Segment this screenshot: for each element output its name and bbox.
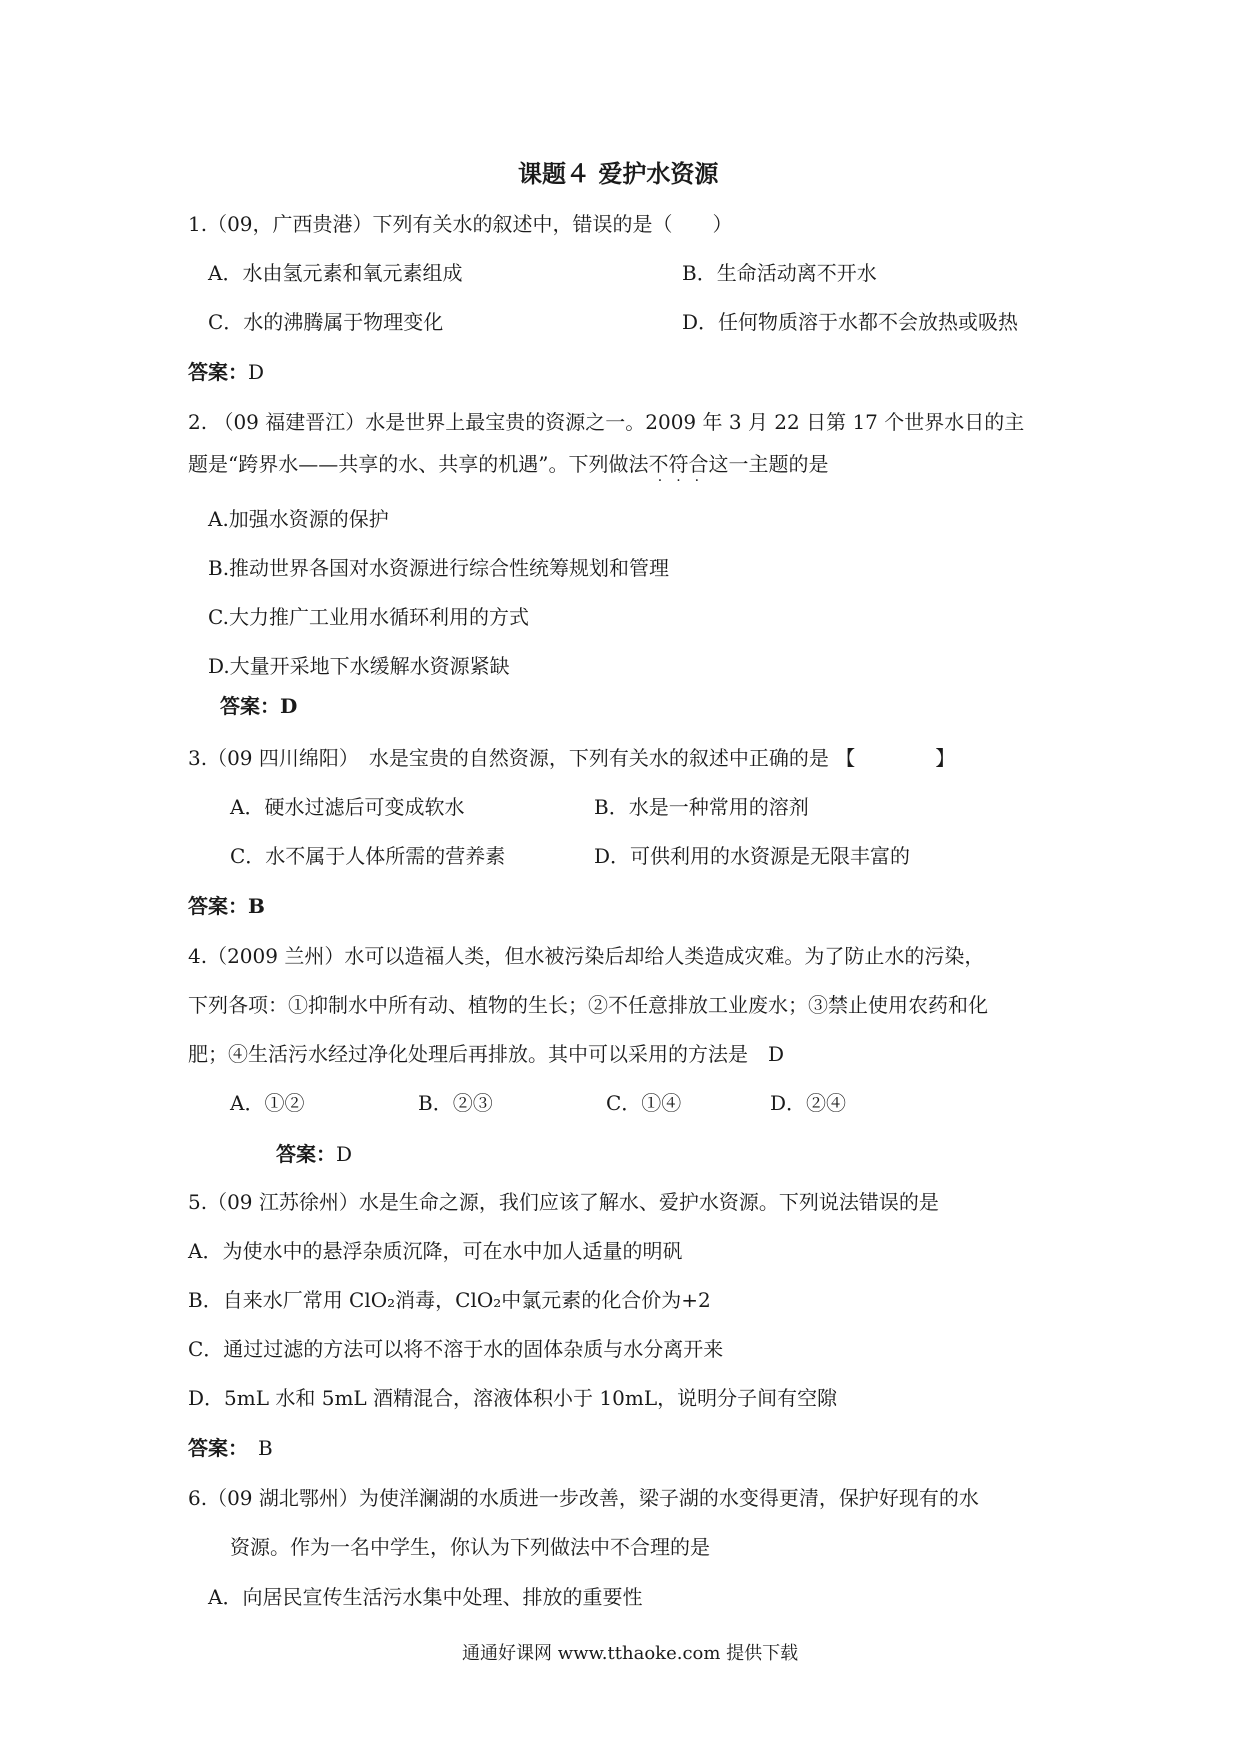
q2-option-c: C.大力推广工业用水循环利用的方式 [208,605,529,629]
q5-answer [188,1434,273,1462]
q2-emphasis-text: 不符合 [648,452,709,476]
page-title: 课题４ 爱护水资源 [518,159,719,188]
q3-answer-label: 答案： [188,894,248,918]
q1-option-d: D．任何物质溶于水都不会放热或吸热 [682,310,1019,334]
q2-emphasis [648,452,709,489]
q4-option-b: B．②③ [418,1091,493,1115]
q5-option-c: C．通过过滤的方法可以将不溶于水的固体杂质与水分离开来 [188,1337,724,1361]
q4-stem-line2: 下列各项：①抑制水中所有动、植物的生长；②不任意排放工业废水；③禁止使用农药和化 [188,993,988,1017]
q4-stem-line1: 4.（2009 兰州）水可以造福人类，但水被污染后却给人类造成灾难。为了防止水的污染， [188,944,985,968]
q2-answer-value: D [280,694,298,718]
q4-option-d: D．②④ [770,1091,847,1115]
q1-option-b: B．生命活动离不开水 [682,261,877,285]
q1-answer-label: 答案： [188,360,248,384]
q3-option-c: C．水不属于人体所需的营养素 [230,844,506,868]
q3-option-b: B．水是一种常用的溶剂 [594,795,809,819]
q1-answer [188,358,264,386]
page-footer: 通通好课网 www.tthaoke.com 提供下载 [462,1643,799,1664]
q3-option-a: A．硬水过滤后可变成软水 [230,795,465,819]
q3-stem: 3.（09 四川绵阳） 水是宝贵的自然资源，下列有关水的叙述中正确的是 【 】 [188,746,956,770]
q6-stem-line1: 6.（09 湖北鄂州）为使洋澜湖的水质进一步改善，梁子湖的水变得更清，保护好现有的水 [188,1486,979,1510]
q5-answer-label: 答案： [188,1436,238,1460]
q2-stem-line2-a: 题是“跨界水——共享的水、共享的机遇”。下列做法 [188,452,649,476]
q4-answer-value: D [336,1142,353,1166]
q4-answer [276,1140,352,1168]
q2-stem-line1: 2. （09 福建晋江）水是世界上最宝贵的资源之一。2009 年 3 月 22 日第 17 个世界水日的主 [188,410,1025,434]
q3-answer [188,892,265,920]
q1-option-a: A．水由氢元素和氧元素组成 [208,261,463,285]
q1-answer-value: D [248,360,265,384]
q3-answer-value: B [248,894,265,918]
q2-answer [220,692,297,720]
q2-option-d: D.大量开采地下水缓解水资源紧缺 [208,654,510,678]
q5-option-d: D．5mL 水和 5mL 酒精混合，溶液体积小于 10mL，说明分子间有空隙 [188,1386,838,1410]
q1-stem: 1.（09，广西贵港）下列有关水的叙述中，错误的是（ ） [188,212,733,236]
q6-stem-line2: 资源。作为一名中学生，你认为下列做法中不合理的是 [230,1535,710,1559]
q4-answer-label: 答案： [276,1142,336,1166]
q2-option-a: A.加强水资源的保护 [208,507,389,531]
q5-answer-value: B [238,1436,273,1460]
q2-stem-line2-b: 这一主题的是 [708,452,829,476]
q3-option-d: D．可供利用的水资源是无限丰富的 [594,844,911,868]
q6-option-a: A．向居民宣传生活污水集中处理、排放的重要性 [208,1585,643,1609]
q4-option-a: A．①② [230,1091,305,1115]
q2-option-b: B.推动世界各国对水资源进行综合性统筹规划和管理 [208,556,670,580]
q4-stem-line3: 肥；④生活污水经过净化处理后再排放。其中可以采用的方法是 D [188,1042,785,1066]
emphasis-dots-icon: · · · [657,473,700,489]
q1-option-c: C．水的沸腾属于物理变化 [208,310,444,334]
q5-option-b: B．自来水厂常用 ClO₂消毒，ClO₂中氯元素的化合价为+2 [188,1288,711,1312]
q5-option-a: A．为使水中的悬浮杂质沉降，可在水中加人适量的明矾 [188,1239,683,1263]
q5-stem: 5.（09 江苏徐州）水是生命之源，我们应该了解水、爱护水资源。下列说法错误的是 [188,1190,939,1214]
q2-stem-line2 [188,450,829,489]
q4-option-c: C．①④ [606,1091,682,1115]
q2-answer-label: 答案： [220,694,280,718]
